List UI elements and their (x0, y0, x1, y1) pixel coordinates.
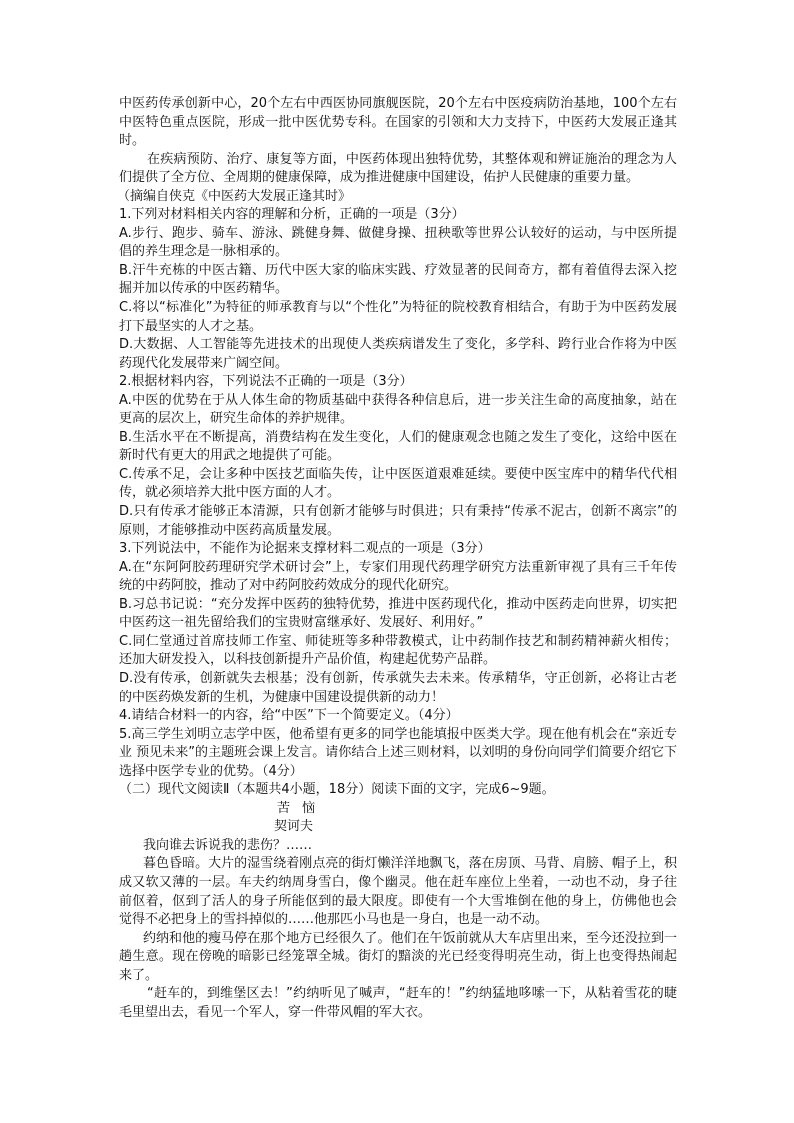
story-author: 契诃夫 (274, 819, 314, 835)
question-3-stem: 3.下列说法中，不能作为论据来支撑材料二观点的一项是（3分） (119, 541, 491, 557)
story-epigraph: 我向谁去诉说我的悲伤？…… (143, 837, 313, 853)
story-paragraph-1: 暮色昏暗。大片的湿雪绕着刚点亮的街灯懒洋洋地飘飞，落在房顶、马背、肩膀、帽子上，积成又软又薄的一层。车夫约纳周身雪白，像个幽灵。他在赶车座位上坐着，一动也不动，身子往前伛着，伛到了活人的身子所能伛到的最大限度。即使有一个大雪堆倒在他的身上，仿佛他也会觉得不必把身上的雪抖掉似的……他那匹小马也是一身白，也是一动不动。 (119, 856, 677, 928)
question-3-option-a: A.在“东阿阿胶药理研究学术研讨会”上，专家们用现代药理学研究方法重新审视了具有三千年传统的中药阿胶，推动了对中药阿胶药效成分的现代化研究。 (119, 559, 677, 594)
source-citation: （摘编自侠克《中医药大发展正逢其时》 (117, 188, 352, 204)
question-5-stem: 5.高三学生刘明立志学中医，他希望有更多的同学也能填报中医类大学。现在他有机会在“亲近专业 预见未来”的主题班会课上发言。请你结合上述三则材料，以刘明的身份向同学们简要介绍它下选择中医学专业的优势。（4分） (119, 726, 677, 779)
question-1-option-b: B.汗牛充栋的中医古籍、历代中医大家的临床实践、疗效显著的民间奇方，都有着值得去深入挖掘并加以传承的中医药精华。 (119, 262, 677, 297)
question-2-option-c: C.传承不足，会让多种中医技艺面临失传，让中医医道艰难延续。要使中医宝库中的精华代代相传，就必须培养大批中医方面的人才。 (119, 466, 677, 501)
section-2-heading: （二）现代文阅读Ⅱ（本题共4小题，18分）阅读下面的文字，完成6~9题。 (119, 782, 555, 798)
intro-paragraph-2: 在疾病预防、治疗、康复等方面，中医药体现出独特优势，其整体观和辨证施治的理念为人们提供了全方位、全周期的健康保障，成为推进健康中国建设，佑护人民健康的重要力量。 (119, 151, 677, 186)
story-title-char-2: 恼 (302, 800, 317, 816)
question-1-option-c: C.将以“标准化”为特征的师承教育与以“个性化”为特征的院校教育相结合，有助于为中医药发展打下最坚实的人才之基。 (119, 300, 677, 334)
question-2-option-a: A.中医的优势在于从人体生命的物质基础中获得各种信息后，进一步关注生命的高度抽象，站在更高的层次上，研究生命体的养护规律。 (119, 392, 677, 427)
document-page (119, 95, 677, 1022)
question-2-stem: 2.根据材料内容，下列说法不正确的一项是（3分） (119, 374, 413, 390)
question-1-option-d: D.大数据、人工智能等先进技术的出现使人类疾病谱发生了变化，多学科、跨行业合作将为中医药现代化发展带来广阔空间。 (119, 337, 677, 371)
question-3-option-d: D.没有传承，创新就失去根基；没有创新，传承就失去未来。传承精华，守正创新，必将让古老的中医药焕发新的生机，为健康中国建设提供新的动力！ (119, 670, 677, 705)
question-3-option-b: B.习总书记说：“充分发挥中医药的独特优势，推进中医药现代化，推动中医药走向世界，切实把中医药这一祖先留给我们的宝贵财富继承好、发展好、利用好。” (119, 596, 677, 631)
question-3-option-c: C.同仁堂通过首席技师工作室、师徒班等多种带教模式，让中药制作技艺和制药精神薪火相传；还加大研发投入，以科技创新提升产品价值，构建起优势产品群。 (119, 633, 677, 668)
question-2-option-b: B.生活水平在不断提高，消费结构在发生变化，人们的健康观念也随之发生了变化，这给中医在新时代有更大的用武之地提供了可能。 (119, 429, 677, 464)
story-title-char-1: 苦 (277, 800, 303, 816)
question-2-option-d: D.只有传承才能够正本清源，只有创新才能够与时俱进；只有秉持“传承不泥古，创新不离宗”的原则，才能够推动中医药高质量发展。 (119, 504, 677, 538)
question-1-stem: 1.下列对材料相关内容的理解和分析，正确的一项是（3分） (119, 207, 465, 223)
question-4-stem: 4.请结合材料一的内容，给“中医”下一个简要定义。（4分） (119, 708, 459, 724)
intro-paragraph-1: 中医药传承创新中心，20个左右中西医协同旗舰医院，20个左右中医疫病防治基地，100个左右中医特色重点医院，形成一批中医优势专科。在国家的引领和大力支持下，中医药大发展正逢其时。 (119, 96, 677, 149)
story-paragraph-3: “赶车的，到维堡区去！”约纳听见了喊声，“赶车的！”约纳猛地哆嗦一下，从粘着雪花的睫毛里望出去，看见一个军人，穿一件带风帽的军大衣。 (119, 986, 677, 1020)
story-paragraph-2: 约纳和他的瘦马停在那个地方已经很久了。他们在午饭前就从大车店里出来，至今还没拉到一趟生意。现在傍晚的暗影已经笼罩全城。街灯的黯淡的光已经变得明亮生动，街上也变得热闹起来了。 (119, 930, 677, 983)
story-title (119, 800, 677, 819)
question-1-option-a: A.步行、跑步、骑车、游泳、跳健身舞、做健身操、扭秧歌等世界公认较好的运动，与中医所提倡的养生理念是一脉相承的。 (119, 225, 677, 260)
